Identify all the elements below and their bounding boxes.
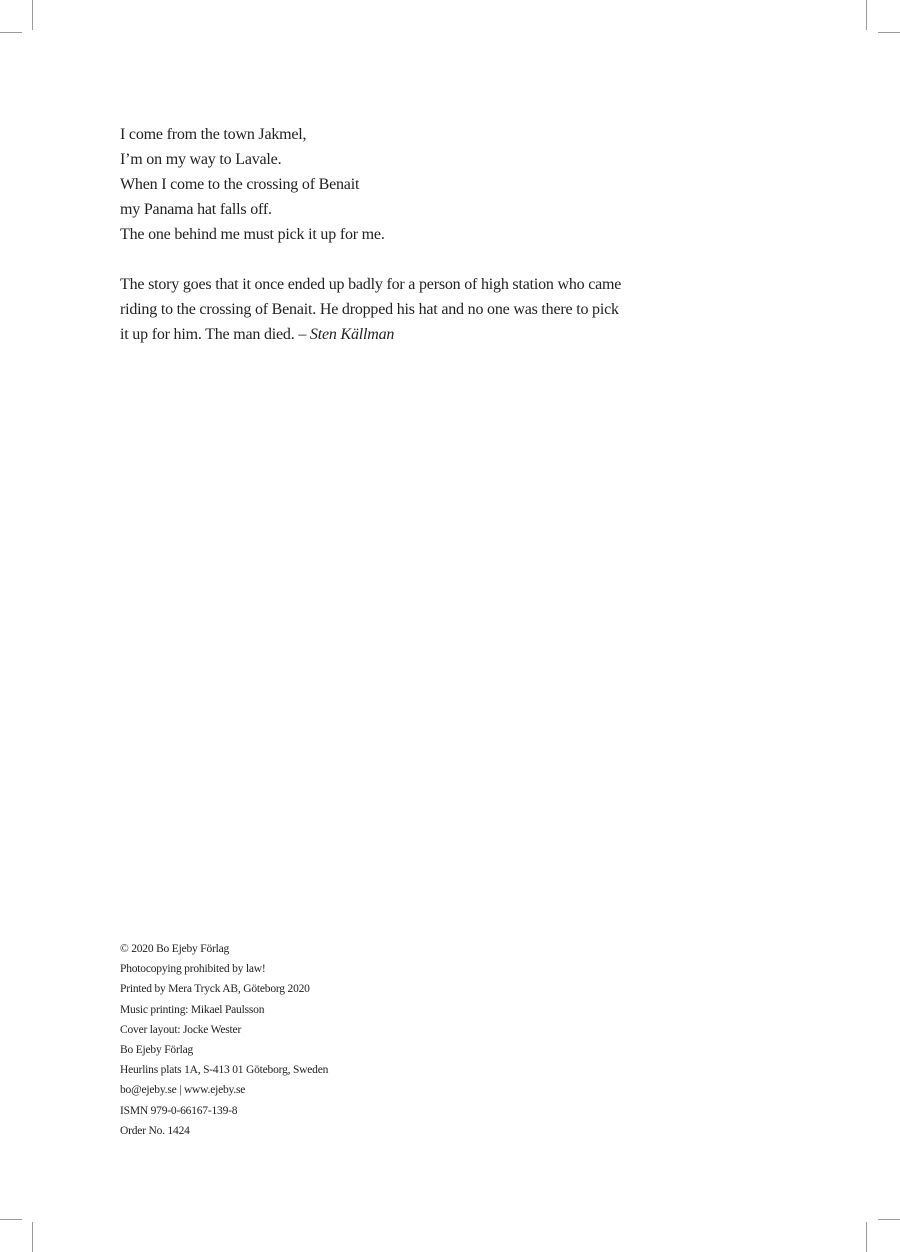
printer-line: Printed by Mera Tryck AB, Göteborg 2020 (120, 983, 310, 996)
poem-verse (120, 122, 385, 247)
crop-mark-top-left-vertical (32, 0, 33, 30)
crop-mark-bottom-left-horizontal (0, 1219, 22, 1220)
crop-mark-top-right-horizontal (878, 32, 900, 33)
copyright-line: © 2020 Bo Ejeby Förlag (120, 943, 230, 955)
imprint-block (120, 939, 328, 1141)
poem-line: When I come to the crossing of Benait (120, 176, 360, 193)
story-line-text: it up for him. The man died. – (120, 326, 310, 343)
story-line-last (120, 322, 695, 347)
cover-layout-line: Cover layout: Jocke Wester (120, 1023, 242, 1036)
publisher-address: Heurlins plats 1A, S-413 01 Göteborg, Sweden (120, 1064, 329, 1077)
publisher-name: Bo Ejeby Förlag (120, 1044, 194, 1057)
crop-mark-bottom-left-vertical (32, 1222, 33, 1252)
poem-line: The one behind me must pick it up for me. (120, 226, 385, 243)
poem-line: my Panama hat falls off. (120, 201, 272, 218)
crop-mark-top-left-horizontal (0, 32, 22, 33)
order-number-line: Order No. 1424 (120, 1124, 190, 1137)
ismn-line: ISMN 979-0-66167-139-8 (120, 1104, 238, 1117)
story-paragraph (120, 272, 695, 347)
music-printing-line: Music printing: Mikael Paulsson (120, 1003, 265, 1016)
photocopy-notice: Photocopying prohibited by law! (120, 963, 266, 976)
crop-mark-bottom-right-vertical (866, 1222, 867, 1252)
poem-line: I come from the town Jakmel, (120, 126, 307, 143)
crop-mark-top-right-vertical (866, 0, 867, 30)
story-author: Sten Källman (309, 326, 395, 343)
crop-mark-bottom-right-horizontal (878, 1219, 900, 1220)
poem-line: I’m on my way to Lavale. (120, 151, 282, 168)
story-line: riding to the crossing of Benait. He dropped his hat and no one was there to pick (120, 301, 619, 318)
story-line: The story goes that it once ended up badly for a person of high station who came (120, 276, 622, 293)
publisher-contact: bo@ejeby.se | www.ejeby.se (120, 1084, 246, 1097)
